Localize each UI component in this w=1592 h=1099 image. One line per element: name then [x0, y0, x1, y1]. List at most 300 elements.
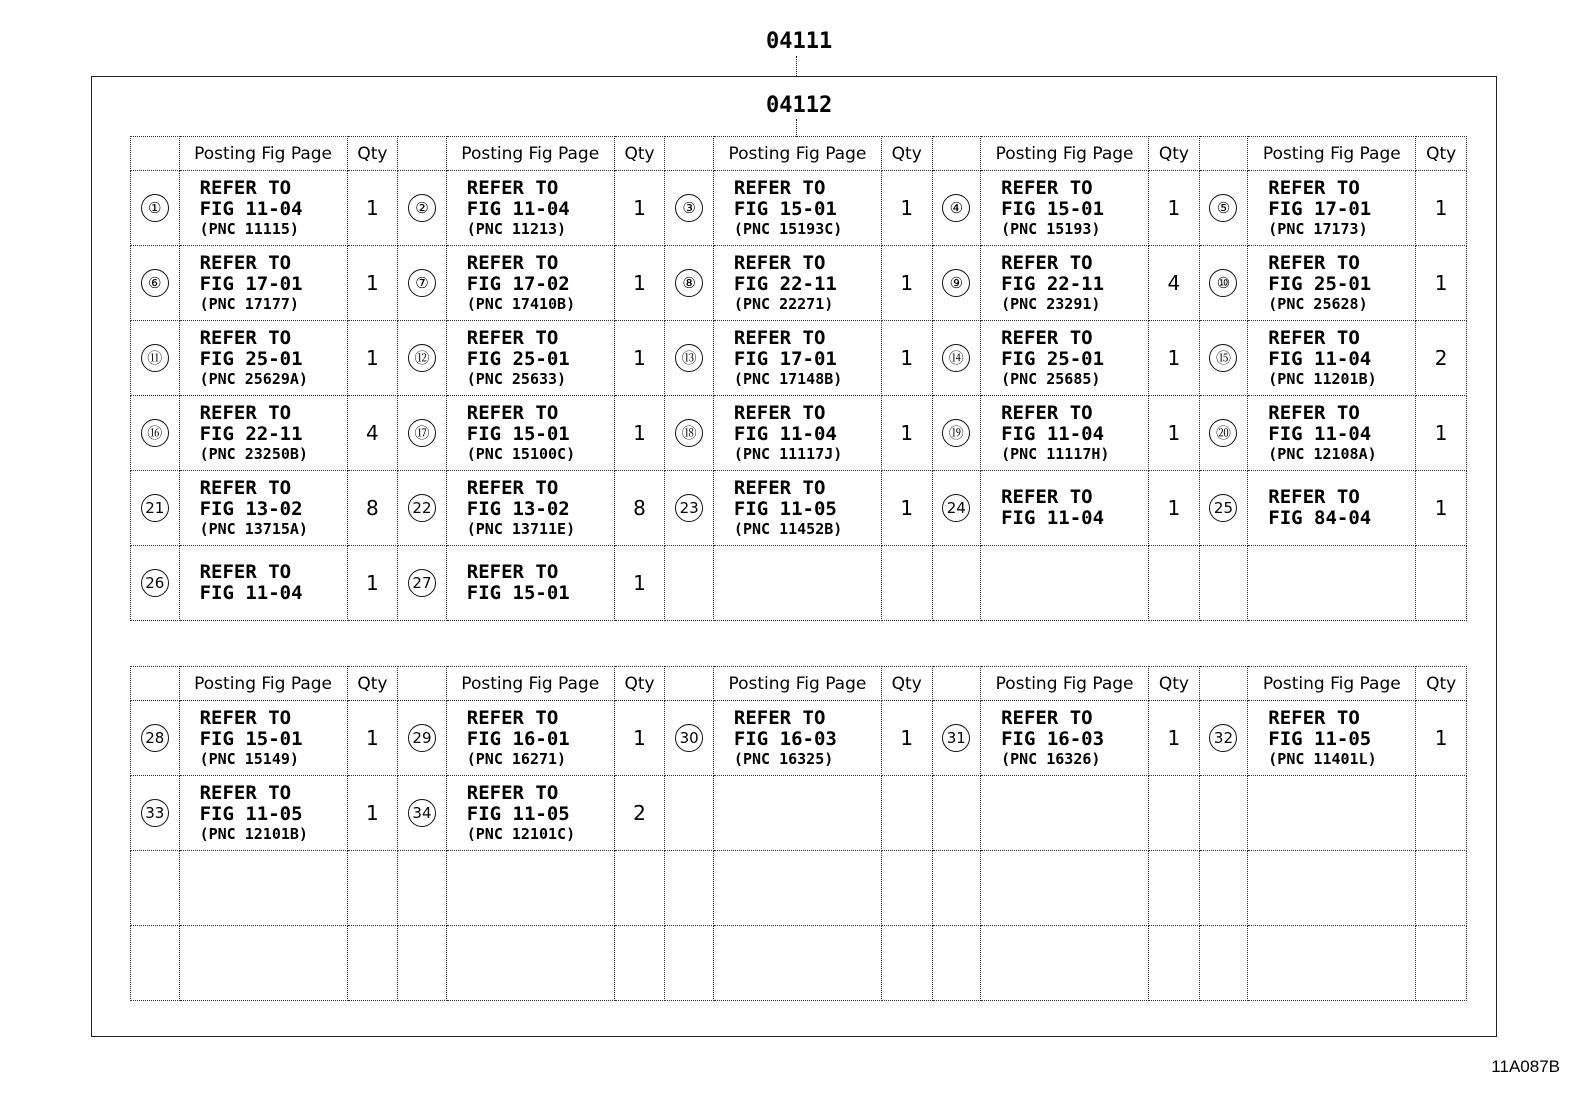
header-posting: Posting Fig Page	[446, 667, 614, 701]
reference-cell	[446, 546, 614, 621]
reference-cell	[713, 471, 881, 546]
fig-number: FIG 25-01	[1268, 272, 1372, 295]
qty-cell	[1149, 926, 1200, 1001]
reference-cell	[1248, 171, 1416, 246]
item-number: ⑪	[141, 344, 169, 372]
reference-cell	[981, 321, 1149, 396]
fig-number: FIG 17-02	[466, 272, 570, 295]
item-number-cell	[1199, 926, 1248, 1001]
reference-cell	[981, 171, 1149, 246]
fig-number: FIG 16-01	[466, 727, 570, 750]
reference-cell	[713, 776, 881, 851]
subassembly-leader-line	[796, 119, 797, 137]
fig-number: FIG 11-04	[1001, 507, 1105, 529]
reference-cell	[713, 246, 881, 321]
header-qty: Qty	[614, 137, 665, 171]
qty-value: 8	[366, 496, 379, 520]
refer-to-text: REFER TO	[1001, 176, 1093, 199]
reference-cell	[446, 776, 614, 851]
item-number-cell	[932, 701, 981, 776]
header-qty: Qty	[1149, 137, 1200, 171]
pnc-number: (PNC 25629A)	[199, 369, 308, 388]
qty-cell	[614, 246, 665, 321]
qty-cell	[614, 546, 665, 621]
reference-cell	[981, 776, 1149, 851]
qty-value: 1	[633, 346, 646, 370]
fig-number: FIG 17-01	[199, 272, 303, 295]
item-number-cell	[398, 396, 447, 471]
refer-to-text: REFER TO	[199, 251, 292, 274]
fig-number: FIG 15-01	[1001, 197, 1105, 220]
header-row	[131, 137, 1467, 171]
header-qty: Qty	[347, 667, 398, 701]
pnc-number: (PNC 25633)	[466, 369, 567, 388]
item-number-cell	[1199, 471, 1248, 546]
pnc-number: (PNC 17177)	[199, 294, 299, 313]
item-number: 29	[408, 724, 436, 752]
item-number-cell	[398, 851, 447, 926]
item-number-cell	[1199, 321, 1248, 396]
reference-cell	[446, 851, 614, 926]
pnc-number: (PNC 16326)	[1001, 749, 1101, 768]
pnc-number: (PNC 12101B)	[199, 824, 308, 843]
item-number: ⑲	[942, 419, 970, 447]
fig-number: FIG 22-11	[199, 422, 303, 445]
refer-to-text: REFER TO	[733, 251, 826, 274]
pnc-number: (PNC 11452B)	[733, 519, 843, 538]
qty-cell	[1416, 851, 1467, 926]
item-number-cell	[398, 776, 447, 851]
qty-cell	[1416, 776, 1467, 851]
fig-number: FIG 11-05	[199, 802, 303, 825]
qty-value: 4	[1167, 271, 1181, 295]
qty-cell	[1149, 246, 1200, 321]
refer-to-text: REFER TO	[1268, 326, 1360, 349]
item-number-cell	[398, 926, 447, 1001]
item-number-cell	[932, 546, 981, 621]
fig-number: FIG 25-01	[1001, 347, 1105, 370]
reference-cell	[713, 701, 881, 776]
refer-to-text: REFER TO	[733, 326, 826, 349]
header-posting: Posting Fig Page	[981, 667, 1149, 701]
pnc-number: (PNC 16325)	[733, 749, 834, 768]
fig-number: FIG 11-04	[199, 197, 303, 220]
item-number-cell	[665, 246, 714, 321]
pnc-number: (PNC 17148B)	[733, 369, 843, 388]
header-number-cell	[665, 667, 714, 701]
item-number: ③	[675, 194, 703, 222]
table-row	[131, 546, 1467, 621]
item-number: 25	[1209, 494, 1237, 522]
refer-to-text: REFER TO	[466, 401, 559, 424]
pnc-number: (PNC 23250B)	[199, 444, 308, 463]
fig-number: FIG 11-05	[733, 497, 837, 520]
header-number-cell	[398, 137, 447, 171]
table-row	[131, 171, 1467, 246]
fig-number: FIG 15-01	[199, 727, 303, 750]
qty-value: 1	[1434, 196, 1448, 220]
pnc-number: (PNC 15149)	[199, 749, 299, 768]
table-row	[131, 246, 1467, 321]
qty-value: 8	[633, 496, 646, 520]
qty-cell	[347, 396, 398, 471]
header-qty: Qty	[347, 137, 398, 171]
reference-cell	[981, 851, 1149, 926]
item-number-cell	[398, 321, 447, 396]
qty-value: 1	[633, 421, 646, 445]
reference-cell	[446, 471, 614, 546]
pnc-number: (PNC 22271)	[733, 294, 834, 313]
refer-to-text: REFER TO	[199, 176, 292, 199]
qty-value: 1	[1167, 726, 1181, 750]
reference-cell	[1248, 851, 1416, 926]
fig-number: FIG 17-01	[733, 347, 837, 370]
reference-cell	[713, 171, 881, 246]
refer-to-text: REFER TO	[733, 401, 826, 424]
qty-cell	[1149, 546, 1200, 621]
pnc-number: (PNC 11201B)	[1268, 369, 1377, 388]
item-number: ⑨	[942, 269, 970, 297]
item-number-cell	[1199, 776, 1248, 851]
header-posting: Posting Fig Page	[713, 667, 881, 701]
qty-cell	[1149, 701, 1200, 776]
qty-cell	[1416, 321, 1467, 396]
item-number-cell	[131, 321, 180, 396]
qty-value: 1	[900, 271, 914, 295]
refer-to-text: REFER TO	[466, 706, 559, 729]
qty-cell	[347, 321, 398, 396]
qty-cell	[1416, 926, 1467, 1001]
refer-to-text: REFER TO	[466, 176, 559, 199]
qty-value: 1	[1167, 346, 1181, 370]
reference-cell	[179, 171, 347, 246]
refer-to-text: REFER TO	[1268, 176, 1360, 199]
pnc-number: (PNC 17410B)	[466, 294, 576, 313]
qty-cell	[881, 171, 932, 246]
qty-value: 1	[633, 271, 646, 295]
header-posting: Posting Fig Page	[1248, 667, 1416, 701]
refer-to-text: REFER TO	[1001, 326, 1093, 349]
header-qty: Qty	[1149, 667, 1200, 701]
refer-to-text: REFER TO	[199, 561, 292, 583]
qty-cell	[347, 171, 398, 246]
reference-cell	[446, 171, 614, 246]
table-row	[131, 471, 1467, 546]
pnc-number: (PNC 11115)	[199, 219, 299, 238]
qty-value: 1	[366, 801, 379, 825]
reference-cell	[713, 321, 881, 396]
item-number: 31	[942, 724, 970, 752]
item-number: ⑧	[675, 269, 703, 297]
reference-cell	[1248, 396, 1416, 471]
qty-cell	[614, 776, 665, 851]
pnc-number: (PNC 17173)	[1268, 219, 1368, 238]
qty-value: 1	[1167, 196, 1181, 220]
item-number-cell	[398, 546, 447, 621]
item-number: ①	[141, 194, 169, 222]
fig-number: FIG 11-04	[1268, 347, 1372, 370]
qty-value: 1	[366, 571, 379, 595]
item-number: ⑳	[1209, 419, 1237, 447]
reference-cell	[713, 851, 881, 926]
table-row	[131, 321, 1467, 396]
fig-number: FIG 11-05	[1268, 727, 1372, 750]
header-qty: Qty	[614, 667, 665, 701]
item-number-cell	[1199, 701, 1248, 776]
item-number: 33	[141, 799, 169, 827]
refer-to-text: REFER TO	[199, 781, 292, 804]
header-qty: Qty	[1416, 137, 1467, 171]
header-qty: Qty	[881, 667, 932, 701]
qty-cell	[1149, 171, 1200, 246]
qty-cell	[614, 471, 665, 546]
header-number-cell	[131, 667, 180, 701]
item-number-cell	[131, 776, 180, 851]
qty-cell	[614, 926, 665, 1001]
fig-number: FIG 16-03	[733, 727, 837, 750]
qty-cell	[881, 776, 932, 851]
assembly-leader-line	[796, 56, 797, 76]
reference-cell	[446, 246, 614, 321]
reference-cell	[179, 321, 347, 396]
reference-cell	[981, 396, 1149, 471]
qty-cell	[347, 546, 398, 621]
qty-cell	[881, 926, 932, 1001]
refer-to-text: REFER TO	[199, 401, 292, 424]
pnc-number: (PNC 15100C)	[466, 444, 576, 463]
fig-number: FIG 25-01	[466, 347, 570, 370]
reference-cell	[1248, 776, 1416, 851]
item-number-cell	[1199, 171, 1248, 246]
pnc-number: (PNC 11401L)	[1268, 749, 1377, 768]
item-number-cell	[665, 396, 714, 471]
qty-cell	[1416, 396, 1467, 471]
fig-number: FIG 22-11	[733, 272, 837, 295]
item-number: ④	[942, 194, 970, 222]
fig-number: FIG 15-01	[733, 197, 837, 220]
qty-cell	[347, 246, 398, 321]
pnc-number: (PNC 12101C)	[466, 824, 576, 843]
refer-to-text: REFER TO	[466, 476, 559, 499]
item-number-cell	[131, 246, 180, 321]
qty-cell	[881, 321, 932, 396]
fig-number: FIG 15-01	[466, 582, 570, 604]
qty-value: 1	[1434, 421, 1448, 445]
qty-cell	[614, 701, 665, 776]
header-qty: Qty	[1416, 667, 1467, 701]
qty-cell	[1149, 396, 1200, 471]
fig-number: FIG 17-01	[1268, 197, 1372, 220]
item-number: ⑬	[675, 344, 703, 372]
pnc-number: (PNC 11117J)	[733, 444, 843, 463]
reference-cell	[1248, 546, 1416, 621]
qty-cell	[347, 471, 398, 546]
item-number-cell	[665, 471, 714, 546]
table-row	[131, 396, 1467, 471]
item-number-cell	[932, 851, 981, 926]
qty-cell	[1416, 471, 1467, 546]
item-number: 32	[1209, 724, 1237, 752]
qty-value: 1	[366, 271, 379, 295]
reference-cell	[981, 471, 1149, 546]
fig-number: FIG 11-04	[733, 422, 837, 445]
item-number: ⑭	[942, 344, 970, 372]
item-number-cell	[932, 776, 981, 851]
reference-cell	[179, 701, 347, 776]
refer-to-text: REFER TO	[733, 176, 826, 199]
fig-number: FIG 13-02	[199, 497, 303, 520]
qty-value: 2	[633, 801, 646, 825]
refer-to-text: REFER TO	[199, 326, 292, 349]
item-number: ⑤	[1209, 194, 1237, 222]
refer-to-text: REFER TO	[199, 476, 292, 499]
reference-cell	[981, 246, 1149, 321]
header-number-cell	[131, 137, 180, 171]
fig-number: FIG 13-02	[466, 497, 570, 520]
item-number: ⑩	[1209, 269, 1237, 297]
reference-cell	[446, 396, 614, 471]
reference-cell	[713, 926, 881, 1001]
qty-cell	[1149, 471, 1200, 546]
refer-to-text: REFER TO	[1268, 486, 1360, 508]
qty-value: 1	[1434, 496, 1448, 520]
item-number-cell	[398, 471, 447, 546]
refer-to-text: REFER TO	[1268, 706, 1360, 729]
refer-to-text: REFER TO	[1001, 706, 1093, 729]
item-number: 28	[141, 724, 169, 752]
refer-to-text: REFER TO	[1268, 251, 1360, 274]
table-row	[131, 851, 1467, 926]
header-posting: Posting Fig Page	[446, 137, 614, 171]
item-number-cell	[398, 701, 447, 776]
refer-to-text: REFER TO	[466, 561, 559, 583]
qty-cell	[614, 396, 665, 471]
refer-to-text: REFER TO	[1001, 486, 1093, 508]
item-number-cell	[932, 171, 981, 246]
qty-cell	[614, 321, 665, 396]
qty-value: 1	[1167, 496, 1181, 520]
reference-cell	[179, 926, 347, 1001]
reference-table-1	[130, 136, 1467, 621]
item-number: ⑫	[408, 344, 436, 372]
reference-cell	[1248, 701, 1416, 776]
item-number: 26	[141, 569, 169, 597]
refer-to-text: REFER TO	[733, 476, 826, 499]
header-posting: Posting Fig Page	[981, 137, 1149, 171]
fig-number: FIG 84-04	[1268, 507, 1372, 529]
header-posting: Posting Fig Page	[1248, 137, 1416, 171]
qty-cell	[1416, 171, 1467, 246]
reference-cell	[179, 246, 347, 321]
header-row	[131, 667, 1467, 701]
qty-cell	[347, 776, 398, 851]
item-number-cell	[131, 851, 180, 926]
reference-cell	[981, 926, 1149, 1001]
qty-cell	[881, 471, 932, 546]
fig-number: FIG 11-04	[1268, 422, 1372, 445]
header-number-cell	[1199, 667, 1248, 701]
item-number: 34	[408, 799, 436, 827]
header-number-cell	[665, 137, 714, 171]
qty-value: 2	[1434, 346, 1448, 370]
item-number-cell	[932, 246, 981, 321]
pnc-number: (PNC 15193)	[1001, 219, 1101, 238]
item-number-cell	[398, 246, 447, 321]
qty-cell	[347, 926, 398, 1001]
qty-cell	[881, 701, 932, 776]
refer-to-text: REFER TO	[466, 251, 559, 274]
item-number: ⑰	[408, 419, 436, 447]
fig-number: FIG 11-05	[466, 802, 570, 825]
figure-code: 11A087B	[1491, 1057, 1560, 1076]
qty-value: 1	[366, 196, 379, 220]
reference-cell	[1248, 246, 1416, 321]
header-qty: Qty	[881, 137, 932, 171]
pnc-number: (PNC 13711E)	[466, 519, 576, 538]
item-number: ⑦	[408, 269, 436, 297]
header-number-cell	[1199, 137, 1248, 171]
refer-to-text: REFER TO	[466, 326, 559, 349]
fig-number: FIG 15-01	[466, 422, 570, 445]
fig-number: FIG 16-03	[1001, 727, 1105, 750]
qty-cell	[1416, 701, 1467, 776]
item-number-cell	[131, 546, 180, 621]
reference-cell	[179, 776, 347, 851]
refer-to-text: REFER TO	[1001, 401, 1093, 424]
qty-cell	[614, 171, 665, 246]
qty-cell	[881, 246, 932, 321]
qty-value: 1	[1167, 421, 1181, 445]
qty-value: 1	[366, 346, 379, 370]
item-number: 30	[675, 724, 703, 752]
qty-cell	[614, 851, 665, 926]
item-number-cell	[1199, 246, 1248, 321]
qty-cell	[1149, 321, 1200, 396]
item-number-cell	[665, 546, 714, 621]
qty-cell	[1416, 546, 1467, 621]
item-number-cell	[1199, 546, 1248, 621]
reference-cell	[179, 546, 347, 621]
reference-table-2	[130, 666, 1467, 1001]
item-number-cell	[932, 471, 981, 546]
item-number-cell	[665, 926, 714, 1001]
reference-cell	[1248, 926, 1416, 1001]
item-number: ⑮	[1209, 344, 1237, 372]
item-number: 24	[942, 494, 970, 522]
fig-number: FIG 11-04	[199, 582, 303, 604]
item-number: 23	[675, 494, 703, 522]
qty-value: 1	[900, 726, 914, 750]
qty-cell	[1149, 776, 1200, 851]
item-number-cell	[665, 171, 714, 246]
item-number: ⑱	[675, 419, 703, 447]
table-row	[131, 701, 1467, 776]
item-number-cell	[131, 471, 180, 546]
pnc-number: (PNC 25628)	[1268, 294, 1368, 313]
item-number-cell	[665, 851, 714, 926]
item-number-cell	[398, 171, 447, 246]
reference-cell	[446, 701, 614, 776]
reference-cell	[1248, 471, 1416, 546]
reference-cell	[179, 396, 347, 471]
qty-cell	[1416, 246, 1467, 321]
qty-value: 1	[900, 496, 914, 520]
table-row	[131, 776, 1467, 851]
qty-value: 1	[1434, 271, 1448, 295]
item-number-cell	[1199, 851, 1248, 926]
pnc-number: (PNC 23291)	[1001, 294, 1101, 313]
reference-cell	[981, 546, 1149, 621]
